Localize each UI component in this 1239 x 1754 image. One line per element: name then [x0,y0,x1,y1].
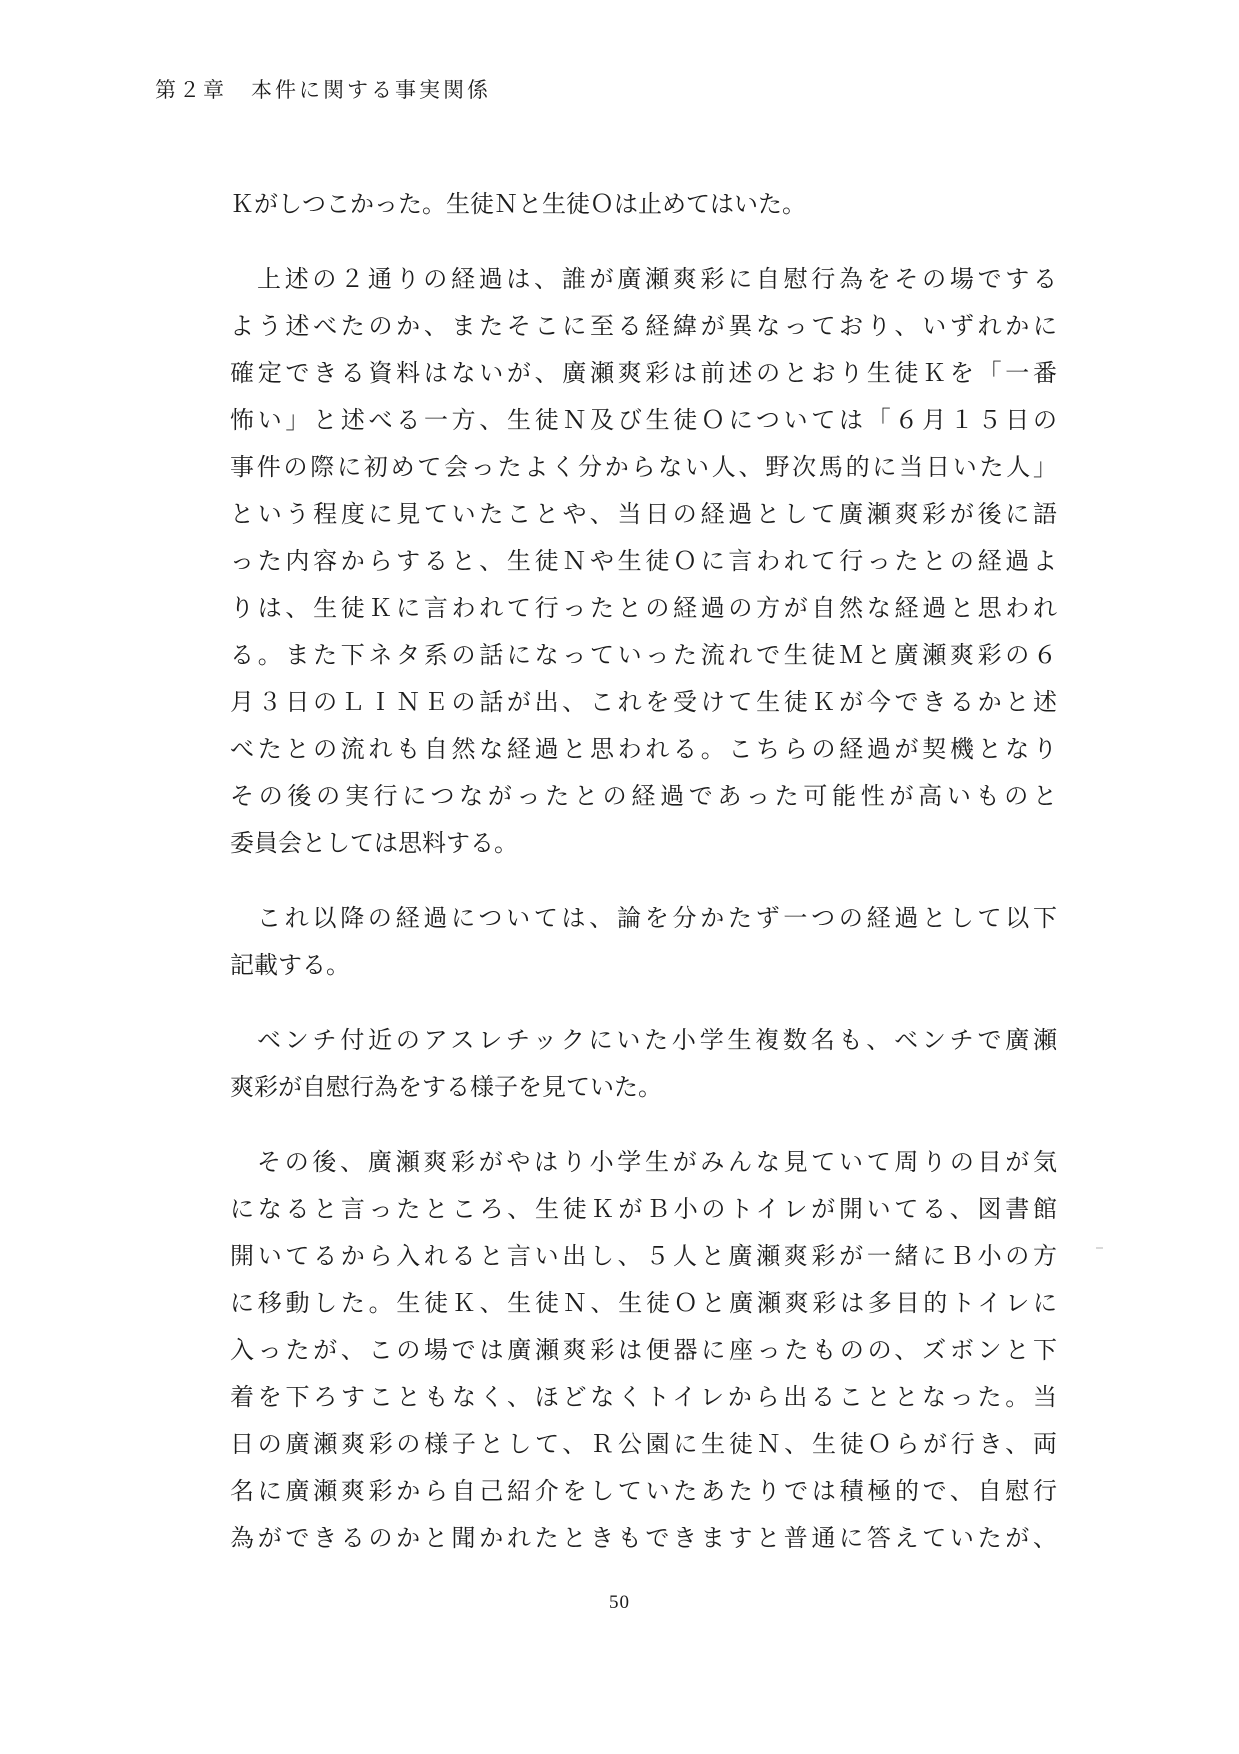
text-line: 記載する。 [230,953,350,979]
text-line: これ以降の経過については、論を分かたず一つの経過として以下 [257,906,1057,932]
text-line: 委員会としては思料する。 [230,831,518,857]
scan-artifact [1096,1247,1103,1249]
text-line: という程度に見ていたことや、当日の経過として廣瀬爽彩が後に語 [230,502,1057,528]
text-line: 確定できる資料はないが、廣瀬爽彩は前述のとおり生徒Ｋを「一番 [230,361,1057,387]
text-line: その後、廣瀬爽彩がやはり小学生がみんな見ていて周りの目が気 [257,1150,1057,1176]
page-number: 50 [609,1592,630,1613]
text-line: ベンチ付近のアスレチックにいた小学生複数名も、ベンチで廣瀬 [257,1028,1057,1054]
paragraph [230,182,1057,229]
text-line: Ｋがしつこかった。生徒Ｎと生徒Ｏは止めてはいた。 [230,192,806,218]
text-line: に移動した。生徒Ｋ、生徒Ｎ、生徒Ｏと廣瀬爽彩は多目的トイレに [230,1291,1057,1317]
body-text [230,182,1057,1563]
text-line: 怖い」と述べる一方、生徒Ｎ及び生徒Ｏについては「６月１５日の [230,408,1057,434]
paragraph [230,1018,1057,1112]
text-line: 着を下ろすこともなく、ほどなくトイレから出ることとなった。当 [230,1385,1057,1411]
text-line: その後の実行につながったとの経過であった可能性が高いものと [230,784,1057,810]
text-line: る。また下ネタ系の話になっていった流れで生徒Ｍと廣瀬爽彩の６ [230,643,1057,669]
text-line: 事件の際に初めて会ったよく分からない人、野次馬的に当日いた人」 [230,455,1057,481]
chapter-header: 第２章 本件に関する事実関係 [155,78,491,102]
text-line: 月３日のＬＩＮＥの話が出、これを受けて生徒Ｋが今できるかと述 [230,690,1057,716]
text-line: った内容からすると、生徒Ｎや生徒Ｏに言われて行ったとの経過よ [230,549,1057,575]
text-line: 上述の２通りの経過は、誰が廣瀬爽彩に自慰行為をその場でする [257,267,1057,293]
text-line: 開いてるから入れると言い出し、５人と廣瀬爽彩が一緒にＢ小の方 [230,1244,1057,1270]
paragraph [230,1140,1057,1563]
text-line: よう述べたのか、またそこに至る経緯が異なっており、いずれかに [230,314,1057,340]
text-line: 入ったが、この場では廣瀬爽彩は便器に座ったものの、ズボンと下 [230,1338,1057,1364]
text-line: べたとの流れも自然な経過と思われる。こちらの経過が契機となり [230,737,1057,763]
text-line: 為ができるのかと聞かれたときもできますと普通に答えていたが、 [230,1526,1057,1552]
text-line: りは、生徒Ｋに言われて行ったとの経過の方が自然な経過と思われ [230,596,1057,622]
paragraph [230,896,1057,990]
paragraph [230,257,1057,868]
text-line: になると言ったところ、生徒ＫがＢ小のトイレが開いてる、図書館 [230,1197,1057,1223]
text-line: 名に廣瀬爽彩から自己紹介をしていたあたりでは積極的で、自慰行 [230,1479,1057,1505]
text-line: 日の廣瀬爽彩の様子として、Ｒ公園に生徒Ｎ、生徒Ｏらが行き、両 [230,1432,1057,1458]
text-line: 爽彩が自慰行為をする様子を見ていた。 [230,1075,662,1101]
